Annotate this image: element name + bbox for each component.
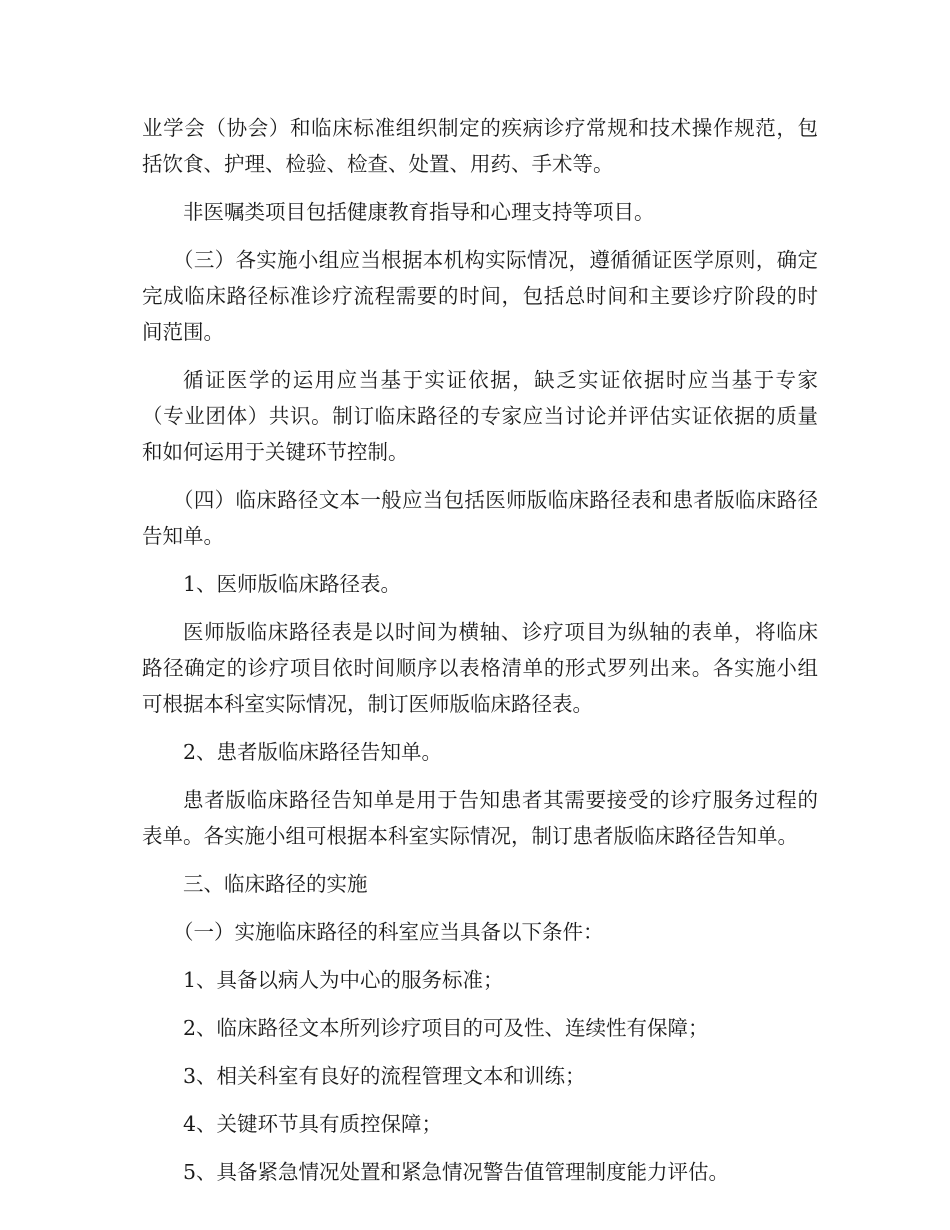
paragraph-physician-form: 医师版临床路径表是以时间为横轴、诊疗项目为纵轴的表单，将临床路径确定的诊疗项目依时间顺序以表格清单的形式罗列出来。各实施小组可根据本科室实际情况，制订医师版临床路径表。 bbox=[142, 620, 818, 716]
document-body bbox=[142, 110, 818, 1202]
list-item-condition-5: 5、具备紧急情况处置和紧急情况警告值管理制度能力评估。 bbox=[183, 1160, 730, 1184]
paragraph-item-1: 1、医师版临床路径表。 bbox=[183, 572, 402, 596]
list-item-condition-3: 3、相关科室有良好的流程管理文本和训练； bbox=[183, 1064, 586, 1088]
paragraph-continuation: 业学会（协会）和临床标准组织制定的疾病诊疗常规和技术操作规范，包括饮食、护理、检验、检查、处置、用药、手术等。 bbox=[142, 116, 818, 176]
list-item-condition-4: 4、关键环节具有质控保障； bbox=[183, 1112, 443, 1136]
paragraph-section-3: （三）各实施小组应当根据本机构实际情况，遵循循证医学原则，确定完成临床路径标准诊疗流程需要的时间，包括总时间和主要诊疗阶段的时间范围。 bbox=[142, 248, 818, 344]
list-item-condition-1: 1、具备以病人为中心的服务标准； bbox=[183, 968, 504, 992]
paragraph-patient-form: 患者版临床路径告知单是用于告知患者其需要接受的诊疗服务过程的表单。各实施小组可根据本科室实际情况，制订患者版临床路径告知单。 bbox=[142, 788, 818, 848]
paragraph-subsection-1: （一）实施临床路径的科室应当具备以下条件： bbox=[173, 920, 604, 944]
paragraph-item-2: 2、患者版临床路径告知单。 bbox=[183, 740, 443, 764]
paragraph-evidence-based: 循证医学的运用应当基于实证依据，缺乏实证依据时应当基于专家（专业团体）共识。制订临床路径的专家应当讨论并评估实证依据的质量和如何运用于关键环节控制。 bbox=[142, 368, 818, 464]
list-item-condition-2: 2、临床路径文本所列诊疗项目的可及性、连续性有保障； bbox=[183, 1016, 709, 1040]
paragraph-non-order-items: 非医嘱类项目包括健康教育指导和心理支持等项目。 bbox=[183, 200, 655, 224]
section-heading-implementation: 三、临床路径的实施 bbox=[183, 872, 368, 896]
paragraph-section-4: （四）临床路径文本一般应当包括医师版临床路径表和患者版临床路径告知单。 bbox=[142, 488, 818, 548]
